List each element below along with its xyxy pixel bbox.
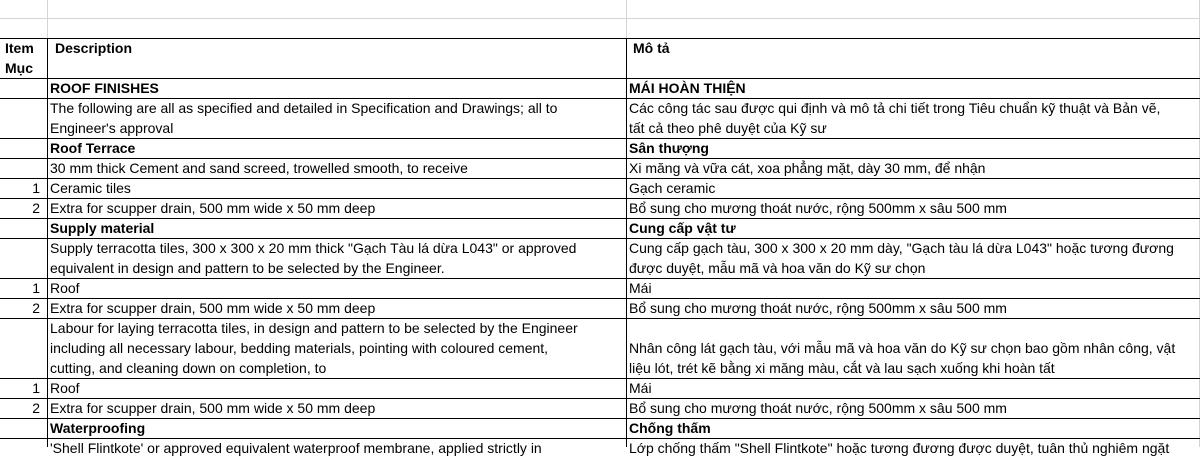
column-divider-description [626,38,627,447]
mo-ta-cell[interactable]: Nhân công lát gạch tàu, với mẫu mã và hoa văn do Kỹ sư chọn bao gồm nhân công, vật [629,340,1176,356]
description-cell[interactable]: Ceramic tiles [50,180,131,196]
mo-ta-cell[interactable]: Bổ sung cho mương thoát nước, rộng 500mm x sâu 500 mm [629,400,1007,416]
mo-ta-cell[interactable]: Gạch ceramic [629,180,716,196]
mo-ta-cell[interactable]: Mái [629,380,652,396]
item-cell[interactable]: 1 [32,180,40,196]
mo-ta-cell[interactable]: Xi măng và vữa cát, xoa phẳng mặt, dày 30 mm, để nhận [629,160,986,176]
mo-ta-cell[interactable]: Bổ sung cho mương thoát nước, rộng 500mm x sâu 500 mm [629,200,1007,216]
description-cell[interactable]: Supply terracotta tiles, 300 x 300 x 20 mm thick "Gạch Tàu lá dừa L043" or approved [50,240,577,256]
mo-ta-cell[interactable]: tất cả theo phê duyệt của Kỹ sư [629,120,827,136]
mo-ta-cell[interactable]: được duyệt, mẫu mã và hoa văn do Kỹ sư chọn [629,260,926,276]
description-cell[interactable]: equivalent in design and pattern to be selected by the Engineer. [50,260,445,276]
mo-ta-cell[interactable]: Sân thượng [629,140,709,156]
header-description[interactable]: Description [55,40,133,56]
item-cell[interactable]: 2 [32,300,40,316]
item-cell[interactable]: 2 [32,200,40,216]
description-cell[interactable]: Supply material [50,220,155,236]
item-cell[interactable]: 1 [32,380,40,396]
description-cell[interactable]: Extra for scupper drain, 500 mm wide x 50 mm deep [50,200,376,216]
description-cell[interactable]: Extra for scupper drain, 500 mm wide x 50 mm deep [50,300,376,316]
mo-ta-cell[interactable]: Cung cấp gạch tàu, 300 x 300 x 20 mm dày, "Gạch tàu lá dừa L043" hoặc tương đương [629,240,1174,256]
header-mo-ta[interactable]: Mô tả [633,40,670,56]
mo-ta-cell[interactable]: Lớp chống thấm "Shell Flintkote" hoặc tương đương được duyệt, tuân thủ nghiêm ngặt [629,440,1170,456]
description-cell[interactable]: 'Shell Flintkote' or approved equivalent waterproof membrane, applied strictly in [50,440,542,456]
description-cell[interactable]: Roof [50,280,80,296]
mo-ta-cell[interactable]: Cung cấp vật tư [629,220,736,236]
description-cell[interactable]: Roof [50,380,80,396]
description-cell[interactable]: cutting, and cleaning down on completion, to [50,360,327,376]
item-cell[interactable]: 2 [32,400,40,416]
column-divider-item [47,38,48,447]
header-item[interactable]: Item [5,40,34,56]
mo-ta-cell[interactable]: Chống thấm [629,420,711,436]
description-cell[interactable]: 30 mm thick Cement and sand screed, trowelled smooth, to receive [50,160,468,176]
item-cell[interactable]: 1 [32,280,40,296]
mo-ta-cell[interactable]: Các công tác sau được qui định và mô tả chi tiết trong Tiêu chuẩn kỹ thuật và Bản vẽ, [629,100,1161,116]
mo-ta-cell[interactable]: MÁI HOÀN THIỆN [629,80,746,96]
mo-ta-cell[interactable]: liệu lót, trét kẽ bằng xi măng màu, cắt và lau sạch xuống khi hoàn tất [629,360,1055,376]
description-cell[interactable]: Waterproofing [50,420,146,436]
header-item-vi[interactable]: Mục [5,60,33,76]
description-cell[interactable]: The following are all as specified and detailed in Specification and Drawings; all to [50,100,558,116]
description-cell[interactable]: Engineer's approval [50,120,174,136]
mo-ta-cell[interactable]: Mái [629,280,652,296]
description-cell[interactable]: Extra for scupper drain, 500 mm wide x 50 mm deep [50,400,376,416]
description-cell[interactable]: Labour for laying terracotta tiles, in design and pattern to be selected by the Engineer [50,320,578,336]
description-cell[interactable]: ROOF FINISHES [50,80,159,96]
description-cell[interactable]: Roof Terrace [50,140,136,156]
description-cell[interactable]: including all necessary labour, bedding materials, pointing with coloured cement, [50,340,549,356]
mo-ta-cell[interactable]: Bổ sung cho mương thoát nước, rộng 500mm x sâu 500 mm [629,300,1007,316]
